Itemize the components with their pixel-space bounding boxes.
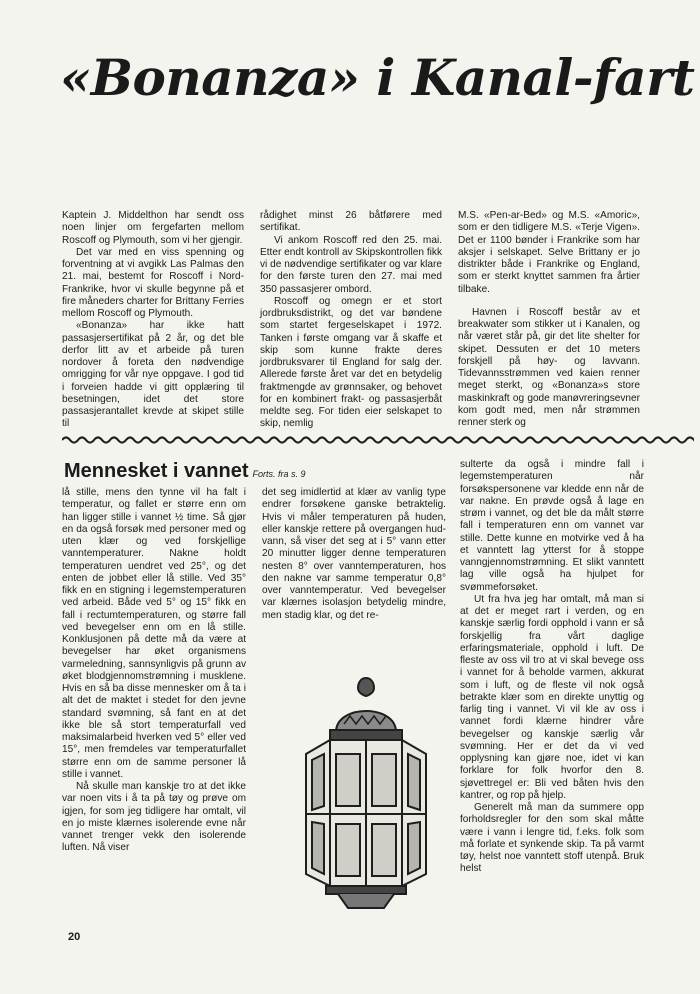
paragraph: Det var med en viss spenning og forventning at vi avgikk Las Palmas den 21. mai, bestemt for Roscoff i Nord-Frankrike, hvor vi skulle begynne på et fire måneders charter for Brittany Ferries mellom Roscoff og Plymouth. bbox=[62, 246, 244, 319]
paragraph: M.S. «Pen-ar-Bed» og M.S. «Amoric», som er den tidligere M.S. «Terje Vigen». Det er 1100 bønder i Frankrike som har aksjer i selskapet. Selve Brittany er jo distrikter både i Frankrike og England, som er sterkt knyttet sammen fra årtier tilbake. bbox=[458, 210, 640, 295]
article-column-2 bbox=[260, 210, 442, 431]
paragraph: Generelt må man da summere opp forholdsregler for den som skal måtte være i vann i lengre tid, f.eks. folk som må forlate et synkende skip. Ta på varmt tøy, helst noe vanntett stoff utenpå. Bruk helst bbox=[460, 802, 644, 875]
paragraph: Nå skulle man kanskje tro at det ikke var noen vits i å ta på tøy og prøve om igjen, for som jeg tidligere har omtalt, vil en jo miste klærnes isolerende evne når vannet trenger vekk den isolerende luften. Nå viser bbox=[62, 781, 246, 854]
section-column-3 bbox=[460, 459, 644, 876]
paragraph: rådighet minst 26 båtførere med sertifikat. bbox=[260, 210, 442, 234]
page-number: 20 bbox=[68, 931, 81, 943]
paragraph: det seg imidlertid at klær av vanlig type endrer forsøkene ganske betraktelig. Hvis vi måler temperaturen på huden, eller kanskje rettere på overgangen hud-vann, så viser det seg at i 5° vann etter 20 minutter ligger denne temperaturen nesten 8° over vanntemperaturen, hos den nakne var samme temperatur 0,8° over vanntemperatur. Ved bevegelser var klærnes isolasjon betydelig mindre, men stadig klar, og det re- bbox=[262, 487, 446, 621]
section-heading bbox=[64, 459, 306, 486]
article-column-1 bbox=[62, 210, 244, 431]
paragraph: sulterte da også i mindre fall i legemstemperaturen når forsøkspersonene var kledde enn når de var nakne. En prøvde også å lage en strøm i vannet, og det ble da målt større fall i temperaturen enn om vannet var stille. Dette kunne en motvirke ved å ha et vanntett lag ytterst for å stoppe vanngjennomstrømning. Et slikt vanntett lag ville også ha hjulpet for svømmeforsøket. bbox=[460, 459, 644, 593]
article-headline: «Bonanza» i Kanal-fart bbox=[60, 48, 695, 107]
paragraph: lå stille, mens den tynne vil ha falt i temperatur, og fallet er større enn om han ligger stille i vannet ½ time. Så gjør en da også forsøk med personer med og uten klær og ved forskjellige vanntemperaturer. Nakne holdt temperaturen uendret ved 25°, og det enten de jobbet eller lå stille. Ved 35° fikk en en stigning i legemstemperaturen ved arbeid. Både ved 5° og 15° fikk en fall i rectumtemperaturen, og større fall ved bevegelser enn om en lå stille. Konklusjonen på dette må da være at bevegelser har øket organismens varmeledning, sannsynligvis på grunn av øket blodgjennomstrømning i musklene. Hvis en så ba disse mennesker om å ta i alt det de maktet i stedet for den jevne standard svømning, så fant en at det ikke ble så stort temperaturfall ved maksimalarbeid hverken ved 5° eller ved 15°, men fremdeles var temperaturfallet større enn om de samme personer lå stille i vannet. bbox=[62, 487, 246, 780]
wavy-divider bbox=[62, 434, 694, 446]
paragraph: Ut fra hva jeg har omtalt, må man si at det er meget rart i verden, og en kanskje særlig fordi opphold i vann er så forskjellig fra vårt daglige erfaringsmateriale, opphold i luft. De fleste av oss vil tro at vi skal bevege oss i vannet for å beholde varmen, akkurat som i luft, og de fleste vil nok også betrakte klær som en direkte unyttig og farlig ting i vannet. Vi vil kle av oss i vannet fordi klærne hindrer våre bevegelser og kanskje særlig vår svømning. Her er det da vi ved opplysning kan gjøre noe, idet vi kan forklare for folk hvorfor den 8. sjøvettregel er: Bli ved båten hvis den kantrer, og rop på hjelp. bbox=[460, 593, 644, 801]
paragraph: Kaptein J. Middelthon har sendt oss noen linjer om fergefarten mellom Roscoff og Plymouth, som vi her gjengir. bbox=[62, 210, 244, 246]
paragraph: Roscoff og omegn er et stort jordbruksdistrikt, og det var bøndene som startet fergeselskapet i 1972. Tanken i første omgang var å skaffe et skip som kunne frakte deres jordbruksvarer til England for salg der. Allerede første året var det en betydelig fraktmengde av grønnsaker, og behovet for en kombinert frakt- og passasjerbåt meldte seg. For tiden eier selskapet to skip, nemlig bbox=[260, 295, 442, 430]
section-column-2 bbox=[262, 487, 446, 622]
paragraph: Havnen i Roscoff består av et breakwater som stikker ut i Kanalen, og når været står på, gir det lite shelter for skipet. Dessuten er det 10 meters forskjell på høy- og lavvann. Tidevannsstrømmen ved kaien renner meget sterkt, og «Bonanza»s store maskinkraft og gode manøvreringsevner kom godt med, men når strømmen renner sterk og bbox=[458, 306, 640, 428]
section-column-1 bbox=[62, 487, 246, 855]
paragraph: «Bonanza» har ikke hatt passasjersertifikat på 2 år, og det ble derfor litt av et arbeide på turen nordover å foreta den nødvendige omrigging for vår nye oppgave. I god tid i forveien hadde vi gitt opplæring til besetningen, idet det store passasjerantallet krevde at skipet stille til bbox=[62, 320, 244, 430]
paragraph: Vi ankom Roscoff red den 25. mai. Etter endt kontroll av Skipskontrollen fikk vi de nødvendige sertifikater og var klare for den første turen den 27. mai med 350 passasjerer ombord. bbox=[260, 234, 442, 295]
article-column-3 bbox=[458, 210, 640, 429]
ship-lantern-illustration bbox=[296, 674, 436, 914]
continued-from-note: Forts. fra s. 9 bbox=[252, 469, 306, 479]
section-title: Mennesket i vannet bbox=[64, 460, 249, 482]
